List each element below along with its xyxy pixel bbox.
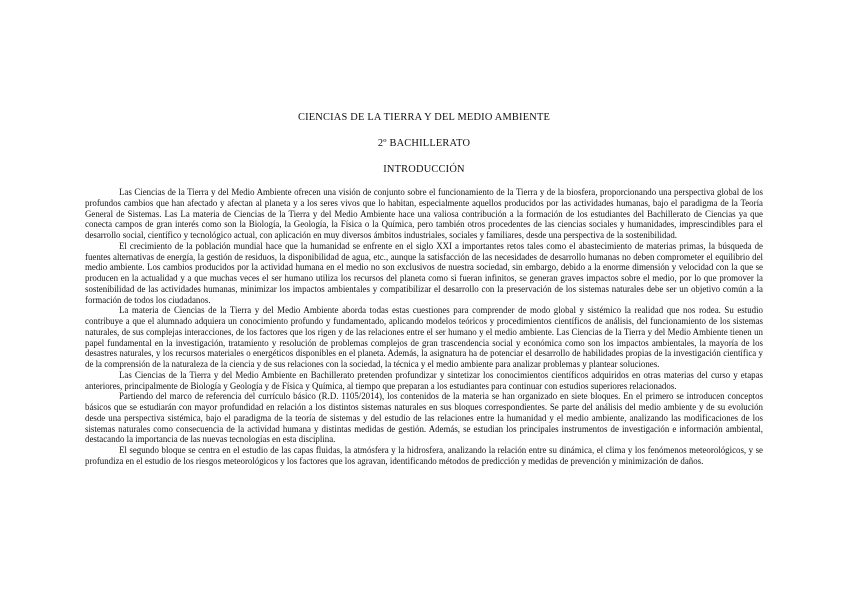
document-title: CIENCIAS DE LA TIERRA Y DEL MEDIO AMBIENTE xyxy=(297,112,551,123)
paragraph-5: Partiendo del marco de referencia del currículo básico (R.D. 1105/2014), los contenidos de la materia se han organizado en siete bloques. En el primero se introducen conceptos básicos que se estudiarán con mayor profundidad en relación a los distintos sistemas naturales en sus bloques correspondientes. Se parte del análisis del medio ambiente y de su evolución desde una perspectiva sistémica, bajo el paradigma de la teoría de sistemas y del estudio de las relaciones entre la humanidad y el medio ambiente, analizando las modificaciones de los sistemas naturales como consecuencia de la actividad humana y distintas medidas de gestión. Además, se estudian los principales instrumentos de investigación e información ambiental, destacando la importancia de las nuevas tecnologías en esta disciplina. xyxy=(85,391,763,445)
section-heading: INTRODUCCIÓN xyxy=(383,164,465,175)
body-text xyxy=(85,187,763,467)
course-heading: 2º BACHILLERATO xyxy=(377,138,471,149)
paragraph-2: El crecimiento de la población mundial hace que la humanidad se enfrente en el siglo XXI a importantes retos tales como el abastecimiento de materias primas, la búsqueda de fuentes alternativas de energía, la gestión de residuos, la disponibilidad de agua, etc., aunque la satisfacción de las necesidades de desarrollo humanas no deben comprometer el equilibrio del medio ambiente. Los cambios producidos por la actividad humana en el medio no son exclusivos de nuestra sociedad, sin embargo, debido a la enorme dimensión y velocidad con la que se producen en la actualidad y a que muchas veces el ser humano utiliza los recursos del planeta como si fueran infinitos, se generan graves impactos sobre el medio, por lo que promover la sostenibilidad de las actividades humanas, minimizar los impactos ambientales y compatibilizar el desarrollo con la preservación de los sistemas naturales debe ser un objetivo común a la formación de todos los ciudadanos. xyxy=(85,240,763,305)
paragraph-4: Las Ciencias de la Tierra y del Medio Ambiente en Bachillerato pretenden profundizar y sintetizar los conocimientos científicos adquiridos en otras materias del curso y etapas anteriores, principalmente de Biología y Geología y de Física y Química, al tiempo que preparan a los estudiantes para continuar con estudios superiores relacionados. xyxy=(85,369,763,391)
paragraph-6: El segundo bloque se centra en el estudio de las capas fluidas, la atmósfera y la hidrosfera, analizando la relación entre su dinámica, el clima y los fenómenos meteorológicos, y se profundiza en el estudio de los riesgos meteorológicos y los factores que los agravan, identificando métodos de predicción y medidas de prevención y minimización de daños. xyxy=(85,445,763,466)
document-page xyxy=(85,111,763,467)
paragraph-3: La materia de Ciencias de la Tierra y del Medio Ambiente aborda todas estas cuestiones para comprender de modo global y sistémico la realidad que nos rodea. Su estudio contribuye a que el alumnado adquiera un conocimiento profundo y fundamentado, aplicando modelos teóricos y procedimientos científicos de análisis, del funcionamiento de los sistemas naturales, de sus complejas interacciones, de los factores que los rigen y de las relaciones entre el ser humano y el medio ambiente. Las Ciencias de la Tierra y del Medio Ambiente tienen un papel fundamental en la investigación, tratamiento y resolución de problemas complejos de gran trascendencia social y económica como son los impactos ambientales, la mayoría de los desastres naturales, y los recursos materiales o energéticos disponibles en el planeta. Además, la asignatura ha de potenciar el desarrollo de habilidades propias de la investigación científica y de la comprensión de la naturaleza de la ciencia y de sus relaciones con la sociedad, la técnica y el medio ambiente para analizar problemas y plantear soluciones. xyxy=(85,305,763,369)
paragraph-1: Las Ciencias de la Tierra y del Medio Ambiente ofrecen una visión de conjunto sobre el funcionamiento de la Tierra y de la biosfera, proporcionando una perspectiva global de los profundos cambios que han afectado y afectan al planeta y a los seres vivos que lo habitan, especialmente aquellos producidos por las actividades humanas, bajo el paradigma de la Teoría General de Sistemas. Las La materia de Ciencias de la Tierra y del Medio Ambiente hace una valiosa contribución a la formación de los estudiantes del Bachillerato de Ciencias ya que conecta campos de gran interés como son la Biología, la Geología, la Física o la Química, pero también otros procedentes de las ciencias sociales y humanidades, imprescindibles para el desarrollo social, científico y tecnológico actual, con aplicación en muy diversos ámbitos industriales, sociales y familiares, desde una perspectiva de la sostenibilidad. xyxy=(85,187,763,240)
